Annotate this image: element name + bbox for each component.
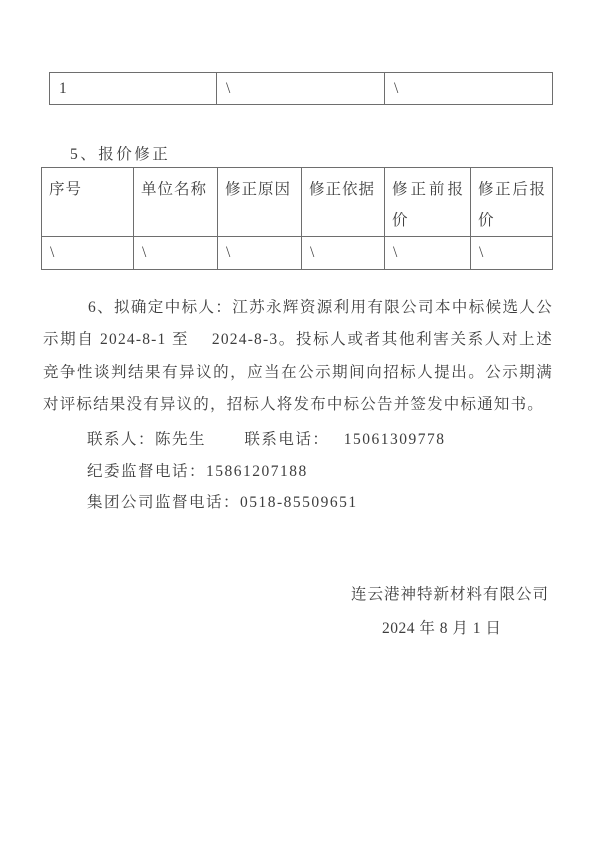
header-correction-basis: 修正依据	[302, 168, 385, 237]
cell-price-after: \	[471, 237, 553, 270]
contact-phone-label: 联系电话：	[244, 431, 330, 448]
continuation-cell-2: \	[217, 73, 385, 105]
table-row	[50, 73, 553, 105]
continuation-cell-3: \	[385, 73, 553, 105]
price-correction-table	[41, 167, 553, 270]
cell-seq: \	[42, 237, 134, 270]
contact-person: 联系人：陈先生	[87, 431, 207, 448]
header-price-before: 修正前报价	[385, 168, 471, 237]
cell-correction-reason: \	[218, 237, 302, 270]
discipline-phone-line: 纪委监督电话：15861207188	[87, 462, 308, 480]
award-announcement-paragraph: 6、拟确定中标人：江苏永辉资源利用有限公司本中标候选人公示期自 2024-8-1 至 2024-8-3。投标人或者其他利害关系人对上述竞争性谈判结果有异议的，应当在公示期间向招标人提出。公示期满对评标结果没有异议的，招标人将发布中标公告并签发中标通知书。	[43, 299, 553, 413]
cell-unit-name: \	[134, 237, 218, 270]
header-correction-reason: 修正原因	[218, 168, 302, 237]
continuation-cell-seq: 1	[50, 73, 217, 105]
table-row	[42, 237, 553, 270]
table-header-row	[42, 168, 553, 237]
header-unit-name: 单位名称	[134, 168, 218, 237]
header-price-after: 修正后报价	[471, 168, 553, 237]
signature-date: 2024 年 8 月 1 日	[382, 620, 502, 637]
cell-price-before: \	[385, 237, 471, 270]
section5-heading: 5、报价修正	[70, 146, 171, 163]
header-seq: 序号	[42, 168, 134, 237]
signature-company: 连云港神特新材料有限公司	[351, 586, 550, 603]
continuation-table	[49, 72, 553, 105]
group-phone-line: 集团公司监督电话：0518-85509651	[87, 494, 358, 511]
contact-person-line	[87, 424, 557, 456]
cell-correction-basis: \	[302, 237, 385, 270]
contact-phone-number: 15061309778	[343, 431, 446, 448]
contact-block	[87, 424, 557, 519]
